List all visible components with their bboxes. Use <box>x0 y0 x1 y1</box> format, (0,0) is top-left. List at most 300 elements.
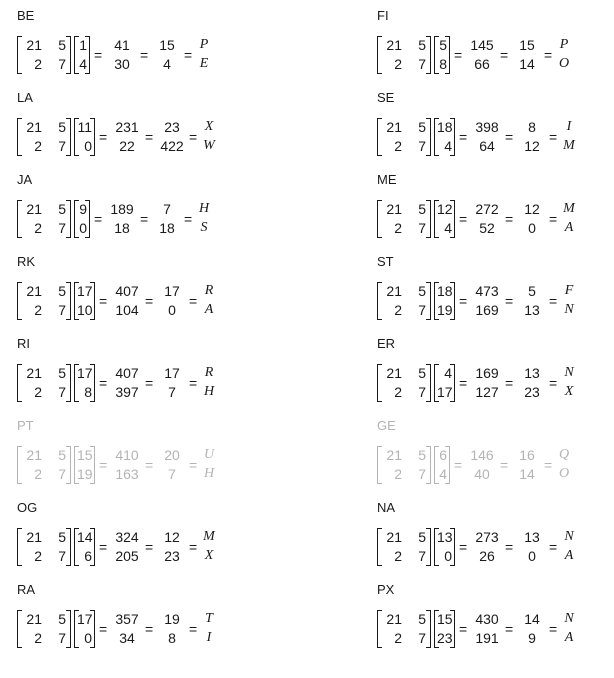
cipher-letters-top: P <box>199 37 209 52</box>
matrix-cell: 7 <box>58 548 66 564</box>
matrix-cell: 21 <box>386 611 402 627</box>
equals-sign: = <box>505 375 514 391</box>
cipher-letters-bottom: H <box>203 466 215 481</box>
equals-sign: = <box>145 375 154 391</box>
mod26-vector-top: 19 <box>164 611 180 627</box>
product-vector-bottom: 26 <box>479 548 495 564</box>
pair-label: PT <box>17 418 34 433</box>
matrix-cell: 5 <box>58 201 66 217</box>
product-vector-top: 146 <box>470 447 494 463</box>
equals-sign: = <box>99 457 108 473</box>
equals-sign: = <box>189 129 198 145</box>
vector-cell: 5 <box>439 37 447 53</box>
matrix-cell: 21 <box>26 611 42 627</box>
cipher-letters-bottom: X <box>564 384 574 399</box>
matrix-cell: 5 <box>418 201 426 217</box>
equals-sign: = <box>145 621 154 637</box>
matrix-cell: 5 <box>418 37 426 53</box>
vector-cell: 18 <box>437 283 453 299</box>
cipher-letters-top: U <box>203 447 215 462</box>
mod26-vector-top: 17 <box>164 283 180 299</box>
vector-cell: 6 <box>84 548 92 564</box>
equals-sign: = <box>549 129 558 145</box>
plaintext-vector <box>74 200 90 238</box>
cipher-letters-top: R <box>204 365 214 380</box>
mod26-vector-top: 13 <box>524 529 540 545</box>
matrix-cell: 2 <box>34 548 42 564</box>
mod26-vector-bottom: 13 <box>524 302 540 318</box>
mod26-vector-top: 13 <box>524 365 540 381</box>
matrix-cell: 2 <box>34 466 42 482</box>
vector-cell: 0 <box>444 548 452 564</box>
mod26-vector-bottom: 0 <box>168 302 176 318</box>
mod26-vector-bottom: 14 <box>519 466 535 482</box>
product-vector-bottom: 34 <box>119 630 135 646</box>
equals-sign: = <box>549 293 558 309</box>
vector-cell: 17 <box>437 384 453 400</box>
mod26-vector-bottom: 0 <box>528 220 536 236</box>
pair-label: PX <box>377 582 395 597</box>
product-vector-top: 145 <box>470 37 494 53</box>
pair-label: FI <box>377 8 389 23</box>
cipher-letters-top: Q <box>558 447 570 462</box>
matrix-cell: 21 <box>26 365 42 381</box>
mod26-vector-top: 12 <box>164 529 180 545</box>
matrix-cell: 7 <box>418 384 426 400</box>
mod26-vector-bottom: 9 <box>528 630 536 646</box>
pair-entry <box>377 500 614 582</box>
vector-cell: 4 <box>439 466 447 482</box>
pair-label: RK <box>17 254 36 269</box>
product-vector-top: 41 <box>114 37 130 53</box>
cipher-letters-bottom: S <box>200 220 208 235</box>
product-vector-bottom: 205 <box>115 548 139 564</box>
product-vector-bottom: 104 <box>115 302 139 318</box>
cipher-letters-top: N <box>564 529 574 544</box>
key-matrix <box>377 36 431 74</box>
matrix-cell: 7 <box>418 138 426 154</box>
matrix-cell: 2 <box>34 384 42 400</box>
product-vector-bottom: 163 <box>115 466 139 482</box>
pair-label: ME <box>377 172 397 187</box>
matrix-cell: 21 <box>386 365 402 381</box>
pair-label: ER <box>377 336 396 351</box>
vector-cell: 8 <box>439 56 447 72</box>
equals-sign: = <box>94 211 103 227</box>
vector-cell: 0 <box>84 138 92 154</box>
vector-cell: 17 <box>77 365 93 381</box>
pair-entry <box>17 172 317 254</box>
vector-cell: 23 <box>437 630 453 646</box>
cipher-letters-bottom: E <box>199 56 209 71</box>
equals-sign: = <box>500 457 509 473</box>
vector-cell: 14 <box>77 529 93 545</box>
pair-label: RA <box>17 582 36 597</box>
pair-label: GE <box>377 418 396 433</box>
vector-cell: 13 <box>437 529 453 545</box>
vector-cell: 9 <box>79 201 87 217</box>
product-vector-top: 430 <box>475 611 499 627</box>
equals-sign: = <box>189 539 198 555</box>
vector-cell: 0 <box>84 630 92 646</box>
equals-sign: = <box>459 621 468 637</box>
vector-cell: 0 <box>79 220 87 236</box>
vector-cell: 15 <box>77 447 93 463</box>
equals-sign: = <box>459 293 468 309</box>
plaintext-vector <box>74 36 90 74</box>
matrix-cell: 7 <box>418 466 426 482</box>
matrix-cell: 7 <box>418 220 426 236</box>
matrix-cell: 2 <box>394 548 402 564</box>
vector-cell: 19 <box>437 302 453 318</box>
equals-sign: = <box>94 47 103 63</box>
matrix-cell: 5 <box>58 529 66 545</box>
matrix-cell: 7 <box>58 302 66 318</box>
pair-label: RI <box>17 336 30 351</box>
cipher-letters-bottom: I <box>206 630 212 645</box>
mod26-vector-bottom: 0 <box>528 548 536 564</box>
matrix-cell: 21 <box>386 119 402 135</box>
product-vector-bottom: 52 <box>479 220 495 236</box>
matrix-cell: 5 <box>58 447 66 463</box>
key-matrix <box>377 364 431 402</box>
matrix-cell: 5 <box>58 37 66 53</box>
equals-sign: = <box>459 375 468 391</box>
product-vector-top: 272 <box>475 201 499 217</box>
cipher-letters-bottom: X <box>204 548 214 563</box>
product-vector-bottom: 191 <box>475 630 499 646</box>
plaintext-vector <box>434 610 455 648</box>
cipher-letters-top: N <box>564 611 574 626</box>
mod26-vector-bottom: 7 <box>168 466 176 482</box>
pair-label: NA <box>377 500 396 515</box>
equals-sign: = <box>99 621 108 637</box>
matrix-cell: 5 <box>418 611 426 627</box>
cipher-letters-top: H <box>198 201 210 216</box>
product-vector-top: 231 <box>115 119 139 135</box>
plaintext-vector <box>434 118 455 156</box>
vector-cell: 8 <box>84 384 92 400</box>
plaintext-vector <box>74 282 95 320</box>
mod26-vector-bottom: 12 <box>524 138 540 154</box>
vector-cell: 4 <box>444 220 452 236</box>
vector-cell: 18 <box>437 119 453 135</box>
product-vector-top: 273 <box>475 529 499 545</box>
vector-cell: 17 <box>77 611 93 627</box>
product-vector-bottom: 169 <box>475 302 499 318</box>
product-vector-top: 473 <box>475 283 499 299</box>
matrix-cell: 21 <box>386 37 402 53</box>
cipher-letters-bottom: M <box>563 138 575 153</box>
matrix-cell: 21 <box>26 37 42 53</box>
pair-entry <box>17 8 317 90</box>
pair-label: BE <box>17 8 35 23</box>
key-matrix <box>377 610 431 648</box>
pair-entry <box>377 90 614 172</box>
mod26-vector-bottom: 23 <box>164 548 180 564</box>
product-vector-top: 407 <box>115 365 139 381</box>
equals-sign: = <box>145 539 154 555</box>
cipher-letters-bottom: A <box>564 548 574 563</box>
pair-entry <box>17 90 317 172</box>
equals-sign: = <box>99 129 108 145</box>
matrix-cell: 2 <box>394 56 402 72</box>
matrix-cell: 2 <box>394 138 402 154</box>
pair-entry <box>377 582 614 664</box>
equals-sign: = <box>184 47 193 63</box>
plaintext-vector <box>74 610 95 648</box>
matrix-cell: 7 <box>58 384 66 400</box>
equals-sign: = <box>549 211 558 227</box>
cipher-letters-bottom: N <box>564 302 574 317</box>
product-vector-bottom: 66 <box>474 56 490 72</box>
cipher-letters-bottom: A <box>564 630 574 645</box>
matrix-cell: 5 <box>418 529 426 545</box>
matrix-cell: 7 <box>418 630 426 646</box>
cipher-letters-top: P <box>559 37 569 52</box>
key-matrix <box>17 610 71 648</box>
vector-cell: 4 <box>444 365 452 381</box>
mod26-vector-top: 17 <box>164 365 180 381</box>
pair-entry <box>17 582 317 664</box>
pair-entry <box>17 254 317 336</box>
plaintext-vector <box>74 528 95 566</box>
mod26-vector-bottom: 14 <box>519 56 535 72</box>
equals-sign: = <box>140 211 149 227</box>
matrix-cell: 21 <box>26 283 42 299</box>
mod26-vector-top: 23 <box>164 119 180 135</box>
matrix-cell: 2 <box>394 220 402 236</box>
vector-cell: 4 <box>79 56 87 72</box>
product-vector-bottom: 397 <box>115 384 139 400</box>
equals-sign: = <box>99 375 108 391</box>
matrix-cell: 7 <box>418 302 426 318</box>
equals-sign: = <box>140 47 149 63</box>
vector-cell: 15 <box>437 611 453 627</box>
plaintext-vector <box>434 282 455 320</box>
cipher-letters-top: I <box>566 119 572 134</box>
equals-sign: = <box>549 375 558 391</box>
matrix-cell: 5 <box>58 365 66 381</box>
matrix-cell: 7 <box>58 56 66 72</box>
matrix-cell: 7 <box>418 548 426 564</box>
cipher-letters-top: M <box>563 201 575 216</box>
equals-sign: = <box>505 293 514 309</box>
vector-cell: 4 <box>444 138 452 154</box>
key-matrix <box>17 36 71 74</box>
key-matrix <box>377 528 431 566</box>
equals-sign: = <box>459 129 468 145</box>
plaintext-vector <box>74 364 95 402</box>
mod26-vector-bottom: 8 <box>168 630 176 646</box>
equals-sign: = <box>549 621 558 637</box>
cipher-letters-bottom: A <box>204 302 214 317</box>
plaintext-vector <box>434 446 450 484</box>
mod26-vector-bottom: 7 <box>168 384 176 400</box>
mod26-vector-top: 15 <box>519 37 535 53</box>
key-matrix <box>377 200 431 238</box>
cipher-letters-top: T <box>205 611 213 626</box>
matrix-cell: 5 <box>418 283 426 299</box>
equals-sign: = <box>454 47 463 63</box>
matrix-cell: 2 <box>394 302 402 318</box>
product-vector-top: 189 <box>110 201 134 217</box>
equals-sign: = <box>184 211 193 227</box>
product-vector-top: 398 <box>475 119 499 135</box>
cipher-letters-top: M <box>203 529 215 544</box>
vector-cell: 10 <box>77 302 93 318</box>
mod26-vector-bottom: 18 <box>159 220 175 236</box>
vector-cell: 6 <box>439 447 447 463</box>
product-vector-top: 407 <box>115 283 139 299</box>
cipher-letters-bottom: O <box>558 466 570 481</box>
cipher-letters-top: N <box>564 365 574 380</box>
mod26-vector-top: 14 <box>524 611 540 627</box>
matrix-cell: 2 <box>34 138 42 154</box>
equals-sign: = <box>145 129 154 145</box>
pair-label: LA <box>17 90 33 105</box>
product-vector-top: 169 <box>475 365 499 381</box>
key-matrix <box>17 528 71 566</box>
product-vector-bottom: 64 <box>479 138 495 154</box>
equals-sign: = <box>99 539 108 555</box>
key-matrix <box>377 118 431 156</box>
cipher-letters-top: X <box>204 119 214 134</box>
key-matrix <box>17 200 71 238</box>
cipher-letters-top: R <box>204 283 214 298</box>
plaintext-vector <box>74 118 95 156</box>
vector-cell: 17 <box>77 283 93 299</box>
pair-label: ST <box>377 254 394 269</box>
equals-sign: = <box>459 211 468 227</box>
pair-entry <box>377 254 614 336</box>
matrix-cell: 21 <box>386 283 402 299</box>
cipher-letters-bottom: O <box>558 56 570 71</box>
equals-sign: = <box>189 621 198 637</box>
mod26-vector-top: 16 <box>519 447 535 463</box>
pair-label: OG <box>17 500 38 515</box>
equals-sign: = <box>544 457 553 473</box>
key-matrix <box>17 282 71 320</box>
matrix-cell: 2 <box>394 630 402 646</box>
key-matrix <box>17 118 71 156</box>
vector-cell: 19 <box>77 466 93 482</box>
plaintext-vector <box>434 364 455 402</box>
key-matrix <box>17 364 71 402</box>
pair-entry <box>17 418 317 500</box>
equals-sign: = <box>500 47 509 63</box>
equals-sign: = <box>505 539 514 555</box>
equals-sign: = <box>505 129 514 145</box>
matrix-cell: 2 <box>394 384 402 400</box>
product-vector-top: 357 <box>115 611 139 627</box>
equals-sign: = <box>189 375 198 391</box>
equals-sign: = <box>189 457 198 473</box>
matrix-cell: 21 <box>386 529 402 545</box>
matrix-cell: 7 <box>418 56 426 72</box>
pair-entry <box>377 336 614 418</box>
matrix-cell: 7 <box>58 220 66 236</box>
product-vector-bottom: 40 <box>474 466 490 482</box>
matrix-cell: 21 <box>386 447 402 463</box>
mod26-vector-top: 15 <box>159 37 175 53</box>
equals-sign: = <box>505 211 514 227</box>
mod26-vector-top: 8 <box>528 119 536 135</box>
pair-entry <box>17 336 317 418</box>
matrix-cell: 21 <box>26 529 42 545</box>
pair-label: SE <box>377 90 395 105</box>
mod26-vector-top: 7 <box>163 201 171 217</box>
key-matrix <box>377 282 431 320</box>
matrix-cell: 2 <box>34 302 42 318</box>
matrix-cell: 5 <box>418 119 426 135</box>
mod26-vector-top: 12 <box>524 201 540 217</box>
cipher-letters-bottom: A <box>564 220 574 235</box>
matrix-cell: 5 <box>58 119 66 135</box>
matrix-cell: 5 <box>58 283 66 299</box>
matrix-cell: 21 <box>26 447 42 463</box>
matrix-cell: 2 <box>34 220 42 236</box>
product-vector-top: 324 <box>115 529 139 545</box>
mod26-vector-top: 20 <box>164 447 180 463</box>
matrix-cell: 2 <box>394 466 402 482</box>
equals-sign: = <box>544 47 553 63</box>
cipher-letters-bottom: H <box>203 384 215 399</box>
product-vector-bottom: 22 <box>119 138 135 154</box>
key-matrix <box>17 446 71 484</box>
pair-label: JA <box>17 172 33 187</box>
product-vector-top: 410 <box>115 447 139 463</box>
matrix-cell: 21 <box>386 201 402 217</box>
equals-sign: = <box>549 539 558 555</box>
equals-sign: = <box>505 621 514 637</box>
equals-sign: = <box>145 293 154 309</box>
plaintext-vector <box>434 528 455 566</box>
equals-sign: = <box>189 293 198 309</box>
pair-entry <box>17 500 317 582</box>
matrix-cell: 21 <box>26 201 42 217</box>
product-vector-bottom: 30 <box>114 56 130 72</box>
plaintext-vector <box>74 446 95 484</box>
mod26-vector-top: 5 <box>528 283 536 299</box>
key-matrix <box>377 446 431 484</box>
matrix-cell: 2 <box>34 630 42 646</box>
matrix-cell: 5 <box>418 365 426 381</box>
plaintext-vector <box>434 200 455 238</box>
matrix-cell: 5 <box>418 447 426 463</box>
matrix-cell: 5 <box>58 611 66 627</box>
cipher-letters-bottom: W <box>203 138 215 153</box>
mod26-vector-bottom: 23 <box>524 384 540 400</box>
matrix-cell: 2 <box>34 56 42 72</box>
equals-sign: = <box>145 457 154 473</box>
vector-cell: 11 <box>77 119 92 135</box>
matrix-cell: 21 <box>26 119 42 135</box>
pair-entry <box>377 418 614 500</box>
product-vector-bottom: 18 <box>114 220 130 236</box>
equals-sign: = <box>454 457 463 473</box>
vector-cell: 12 <box>437 201 453 217</box>
pair-entry <box>377 172 614 254</box>
matrix-cell: 7 <box>58 630 66 646</box>
product-vector-bottom: 127 <box>475 384 499 400</box>
matrix-cell: 7 <box>58 466 66 482</box>
equals-sign: = <box>459 539 468 555</box>
vector-cell: 1 <box>79 37 87 53</box>
equals-sign: = <box>99 293 108 309</box>
mod26-vector-bottom: 422 <box>160 138 184 154</box>
matrix-cell: 7 <box>58 138 66 154</box>
